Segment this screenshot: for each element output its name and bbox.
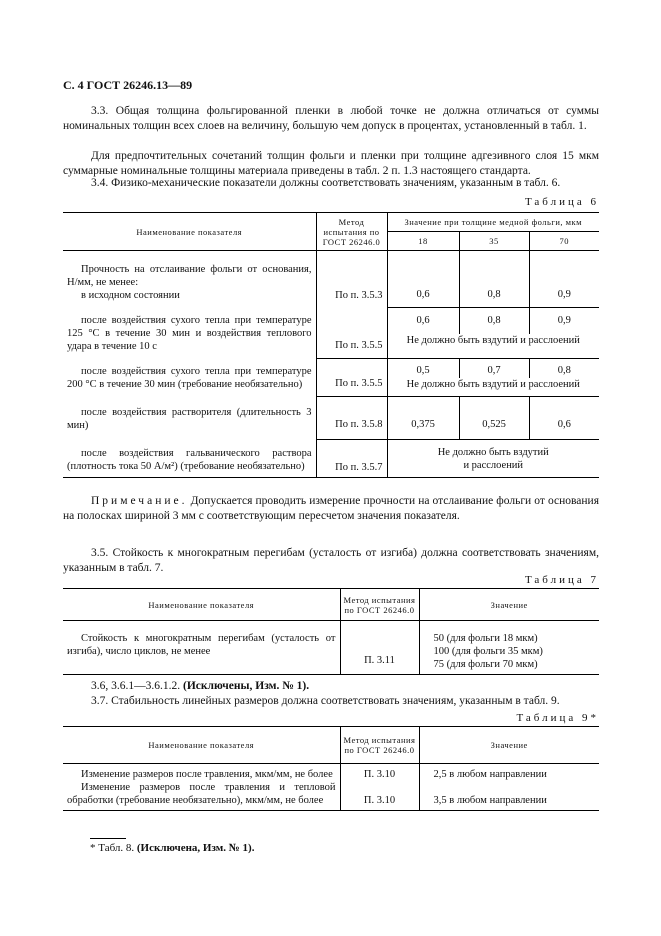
paragraph-3-6-numbers: 3.6, 3.6.1—3.6.1.2. xyxy=(91,680,181,692)
row-value-3: 75 (для фольги 70 мкм) xyxy=(433,659,538,670)
table-6-row-galvanic xyxy=(63,440,599,478)
footnote xyxy=(90,842,254,854)
table-9-row-etching xyxy=(63,764,599,782)
table-6-row-dry-heat-125 xyxy=(63,308,599,335)
note-text: Допускается проводить измерение прочности на отслаивание фольги от основания на полосках шириной 3 мм с соответствующим пересчетом значения показателя. xyxy=(63,495,600,522)
table-7 xyxy=(63,588,599,675)
row-value-70: 0,9 xyxy=(557,289,571,300)
row-value-35: 0,525 xyxy=(459,397,529,440)
table-7-col-name: Наименование показателя xyxy=(63,589,340,621)
row-method: По п. 3.5.3 xyxy=(316,263,387,308)
row-value-1: 50 (для фольги 18 мкм) xyxy=(433,633,538,644)
table-9 xyxy=(63,726,599,811)
paragraph-3-3-b: Для предпочтительных сочетаний толщин фольги и пленки при толщине адгезивного слоя 15 мкм суммарные номинальные толщины материала приведены в табл. 2 п. 1.3 настоящего стандарта. xyxy=(63,150,599,177)
table-6 xyxy=(63,212,599,478)
paragraph-3-6 xyxy=(63,679,599,694)
row-value: 3,5 в любом направлении xyxy=(419,781,599,811)
row-name-sub: в исходном состоянии xyxy=(81,289,180,301)
table-6-row-initial xyxy=(63,263,599,308)
row-value-70: 0,8 xyxy=(557,365,571,376)
footnote-rule xyxy=(90,838,126,839)
row-method: По п. 3.5.5 xyxy=(316,308,387,359)
row-value: 2,5 в любом направлении xyxy=(433,769,547,780)
row-method: По п. 3.5.7 xyxy=(316,440,387,478)
table-6-row-solvent xyxy=(63,397,599,440)
table-9-caption: Таблица 9* xyxy=(516,712,599,724)
table-9-col-name: Наименование показателя xyxy=(63,727,340,764)
row-value-35: 0,7 xyxy=(459,359,529,379)
table-9-col-value: Значение xyxy=(419,727,599,764)
table-7-col-method: Метод испытания по ГОСТ 26246.0 xyxy=(340,589,419,621)
table-6-col-70: 70 xyxy=(529,232,599,251)
table-6-col-value: Значение при толщине медной фольги, мкм xyxy=(387,213,599,232)
row-method: По п. 3.5.5 xyxy=(316,359,387,397)
table-6-col-35: 35 xyxy=(459,232,529,251)
row-method: По п. 3.5.8 xyxy=(316,397,387,440)
row-note: Не должно быть вздутий и расслоений xyxy=(387,334,599,358)
paragraph-3-4: 3.4. Физико-механические показатели должны соответствовать значениям, указанным в табл. 6. xyxy=(91,177,561,189)
row-value-18: 0,6 xyxy=(387,263,459,308)
paragraph-3-6-excluded: (Исключены, Изм. № 1). xyxy=(183,680,310,692)
row-name: после воздействия гальванического раствора (плотность тока 50 А/м²) (требование необязательно) xyxy=(63,440,316,478)
page-header: С. 4 ГОСТ 26246.13—89 xyxy=(63,78,193,92)
table-6-col-18: 18 xyxy=(387,232,459,251)
table-6-caption: Таблица 6 xyxy=(524,196,599,208)
table-9-col-method: Метод испытания по ГОСТ 26246.0 xyxy=(340,727,419,764)
row-value-18: 0,6 xyxy=(387,308,459,335)
table-9-row-etching-heat xyxy=(63,781,599,811)
footnote-text: * Табл. 8. xyxy=(90,842,135,854)
row-name: Изменение размеров после травления, мкм/мм, не более xyxy=(63,764,340,782)
paragraph-3-7: 3.7. Стабильность линейных размеров должна соответствовать значениям, указанным в табл. 9. xyxy=(91,695,560,707)
row-name: после воздействия сухого тепла при температуре 200 °С в течение 30 мин (требование необязательно) xyxy=(63,359,316,397)
row-name: Изменение размеров после травления и тепловой обработки (требование необязательно), мкм/мм, не более xyxy=(63,781,340,811)
row-name: после воздействия сухого тепла при температуре 125 °С в течение 30 мин и воздействия теплового удара в течение 10 с xyxy=(63,308,316,359)
row-method: П. 3.11 xyxy=(340,621,419,675)
note-label: Примечание. xyxy=(91,495,188,507)
row-value-18: 0,375 xyxy=(387,397,459,440)
row-name: Прочность на отслаивание фольги от основания, Н/мм, не менее: xyxy=(67,263,312,288)
table-6-row-dry-heat-200 xyxy=(63,359,599,379)
row-method: П. 3.10 xyxy=(340,781,419,811)
row-value-2: 100 (для фольги 35 мкм) xyxy=(433,646,543,657)
row-value-35: 0,8 xyxy=(459,308,529,335)
row-value-18: 0,5 xyxy=(387,359,459,379)
table-7-col-value: Значение xyxy=(419,589,599,621)
row-method: П. 3.10 xyxy=(340,764,419,782)
row-name: Стойкость к многократным перегибам (усталость от изгиба), число циклов, не менее xyxy=(63,621,340,675)
row-value-70: 0,6 xyxy=(529,397,599,440)
paragraph-3-5: 3.5. Стойкость к многократным перегибам (усталость от изгиба) должна соответствовать значениям, указанным в табл. 7. xyxy=(63,547,599,574)
row-note: Не должно быть вздутий и расслоений xyxy=(387,378,599,396)
table-6-col-name: Наименование показателя xyxy=(63,213,316,251)
row-value-70: 0,9 xyxy=(529,308,599,335)
table-7-row xyxy=(63,621,599,675)
table-7-caption: Таблица 7 xyxy=(524,574,599,586)
row-value-35: 0,8 xyxy=(459,263,529,308)
row-note: Не должно быть вздутий и расслоений xyxy=(387,440,599,478)
row-name: после воздействия растворителя (длительность 3 мин) xyxy=(63,397,316,440)
footnote-excluded: (Исключена, Изм. № 1). xyxy=(136,842,255,854)
table-6-col-method: Метод испытания по ГОСТ 26246.0 xyxy=(316,213,387,251)
paragraph-3-3: 3.3. Общая толщина фольгированной пленки в любой точке не должна отличаться от суммы номинальных толщин всех слоев на величину, большую чем допуск в процентах, установленный в табл. 1. xyxy=(63,105,599,132)
table-6-note xyxy=(63,494,599,524)
